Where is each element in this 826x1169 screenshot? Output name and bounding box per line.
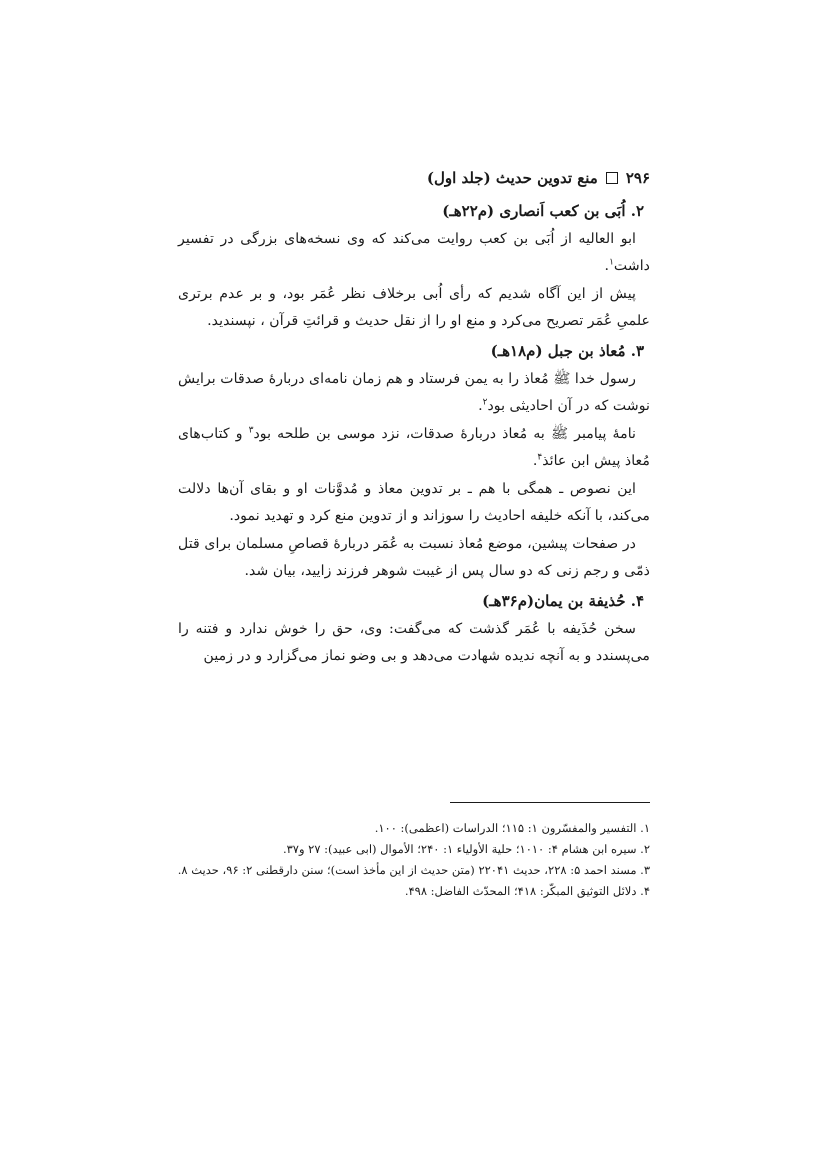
footnote-ref[interactable]: ۲	[482, 396, 488, 407]
paragraph: رسول خدا ﷺ مُعاذ را به یمن فرستاد و هم زمان نامه‌ای دربارهٔ صدقات برایش نوشت که در آن احادیثی بود$^۲$.	[178, 371, 650, 414]
paragraph: این نصوص ـ همگی با هم ـ بر تدوین معاذ و مُدوَّنات او و بقای آن‌ها دلالت می‌کند، با آنکه خلیفه احادیث را سوزاند و از تدوین منع کرد و تهدید نمود.	[178, 481, 650, 524]
paragraph: سخن حُذَیفه با عُمَر گذشت که می‌گفت: وی، حق را خوش ندارد و فتنه را می‌پسندد و به آنچه ندیده شهادت می‌دهد و بی وضو نماز می‌گزارد و در زمین	[178, 621, 650, 664]
section-heading-ubayy: ۲. اُبَی بن کعب اَنصاری (م۲۲هـ)	[442, 202, 644, 220]
footnote: ۳. مسند احمد ۵: ۲۲۸، حدیث ۲۲۰۴۱ (متن حدیث از این مأخذ است)؛ سنن دارقطنی ۲: ۹۶، حدیث ۸.	[177, 863, 650, 877]
square-ornament-icon	[606, 172, 618, 184]
footnote-ref[interactable]: ۳	[248, 425, 254, 436]
paragraph: پیش از این آگاه شدیم که رأی اُبی برخلاف نظر عُمَر بود، و بر عدم برتری علمیِ عُمَر تصریح می‌کرد و منع او را از نقل حدیث و قرائتِ قرآن ، نپسندید.	[178, 286, 650, 329]
paragraph: ابو العالیه از اُبَی بن کعب روایت می‌کند که وی نسخه‌های بزرگی در تفسیر داشت$^۱$.	[178, 231, 650, 274]
footnote: ۱. التفسیر والمفسّرون ۱: ۱۱۵؛ الدراسات (اعظمی): ۱۰۰.	[374, 821, 650, 835]
book-page	[178, 162, 650, 671]
section-heading-muadh: ۳. مُعاذ بن جبل (م۱۸هـ)	[490, 342, 644, 360]
section-heading-hudhayfa: ۴. حُذیفة بن یمان(م۳۶هـ)	[482, 592, 644, 610]
footnote-ref[interactable]: ۱	[609, 256, 614, 267]
page-number: ۲۹۶	[625, 169, 650, 187]
paragraph: در صفحات پیشین، موضع مُعاذ نسبت به عُمَر دربارهٔ قصاصِ مسلمان برای قتل ذمّی و رجم زنی که دو سال پس از غیبت شوهر فرزند زایید، بیان شد.	[178, 536, 650, 579]
running-header	[178, 162, 650, 194]
footnote-ref[interactable]: ۴	[537, 451, 543, 462]
book-title: منع تدوین حدیث (جلد اول)	[426, 169, 598, 187]
footnote: ۲. سیره ابن هشام ۴: ۱۰۱۰؛ حلیة الأولیاء ۱: ۲۴۰؛ الأموال (ابی عبید): ۲۷ و۳۷.	[282, 842, 650, 856]
footnote: ۴. دلائل التوثیق المبکّر: ۴۱۸؛ المحدّث الفاضل: ۴۹۸.	[404, 884, 650, 898]
footnotes	[178, 818, 650, 902]
paragraph: نامهٔ پیامبر ﷺ به مُعاذ دربارهٔ صدقات، نزد موسی بن طلحه بود$^۳$ و کتاب‌های مُعاذ پیش ابن عائذ$^۴$.	[178, 425, 650, 469]
